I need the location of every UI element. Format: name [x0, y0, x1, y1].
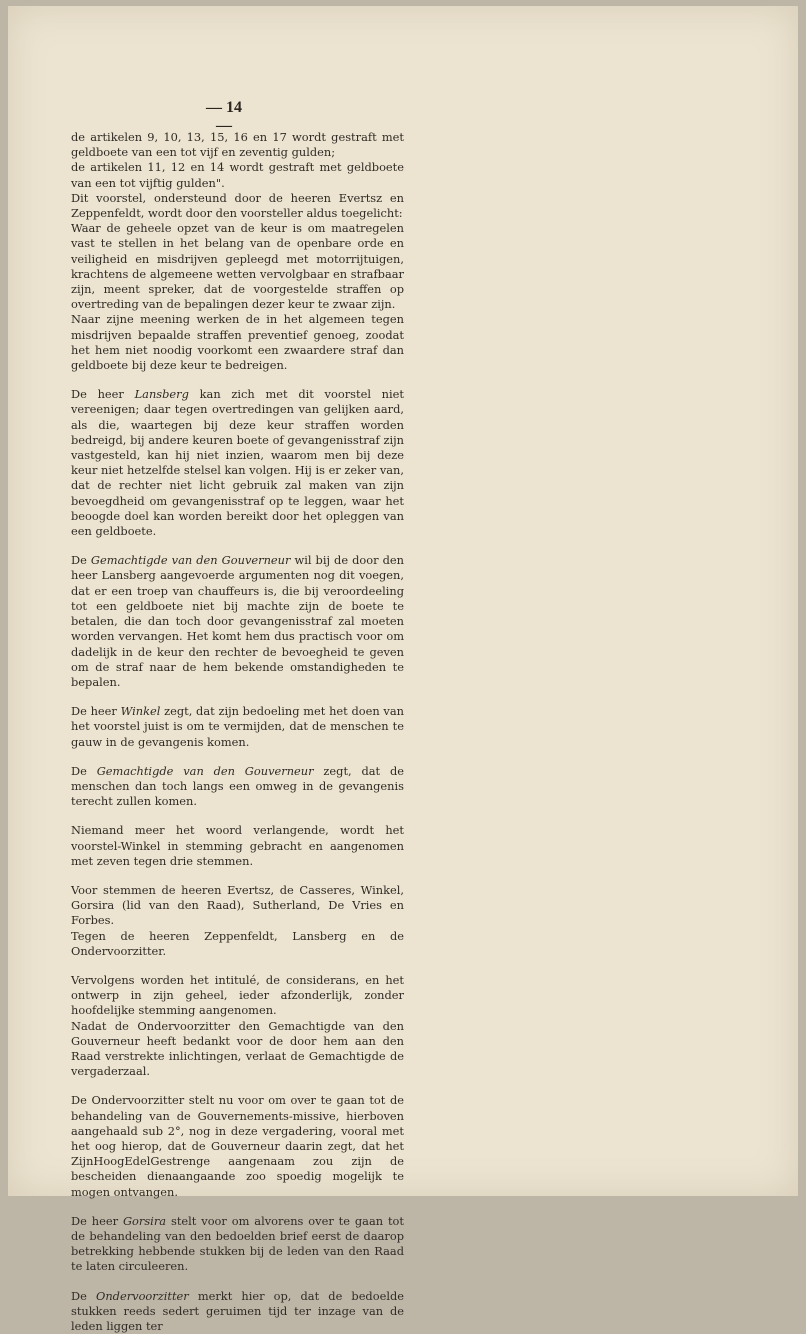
paragraph-11: Voor stemmen de heeren Evertsz, de Casseres, Winkel, Gorsira (lid van den Raad), Sutherland, De Vries en Forbes.	[71, 882, 404, 928]
paragraph-14: Nadat de Ondervoorzitter den Gemachtigde van den Gouverneur heeft bedankt voor de door hem aan den Raad verstrekte inlichtingen, verlaat de Gemachtigde de vergaderzaal.	[71, 1018, 404, 1079]
paragraph-16: De heer Gorsira stelt voor om alvorens over te gaan tot de behandeling van den bedoelden brief eerst de daarop betrekking hebbende stukken bij de leden van den Raad te laten circuleeren.	[71, 1213, 404, 1274]
paragraph-12: Tegen de heeren Zeppenfeldt, Lansberg en de Ondervoorzitter.	[71, 928, 404, 958]
paragraph-2: de artikelen 11, 12 en 14 wordt gestraft met geldboete van een tot vijftig gulden".	[71, 160, 404, 190]
paragraph-7: De Gemachtigde van den Gouverneur wil bij de door den heer Lansberg aangevoerde argumenten nog dit voegen, dat er een troep van chauffeurs is, die bij veroordeeling tot een geldboete niet bij machte zijn de boete te betalen, die dan toch door gevangenisstraf zal moeten worden vervangen. Het komt hem dus practisch voor om dadelijk in de keur den rechter de bevoegheid te geven om de straf naar de hem bekende omstandigheden te bepalen.	[71, 553, 404, 689]
paragraph-4: Waar de geheele opzet van de keur is om maatregelen vast te stellen in het belang van de openbare orde en veiligheid en misdrijven gepleegd met motorrijtuigen, krachtens de algemeene wetten vervolgbaar en strafbaar zijn, meent spreker, dat de voorgestelde straffen op overtreding van de bepalingen dezer keur te zwaar zijn.	[71, 221, 404, 312]
speaker-name: Lansberg	[134, 387, 189, 402]
speaker-name: Winkel	[120, 704, 161, 719]
paragraph-10: Niemand meer het woord verlangende, wordt het voorstel-Winkel in stemming gebracht en aangenomen met zeven tegen drie stemmen.	[71, 823, 404, 868]
paragraph-17: De Ondervoorzitter merkt hier op, dat de bedoelde stukken reeds sedert geruimen tijd ter inzage van de leden liggen ter	[71, 1288, 405, 1334]
speaker-name: Gorsira	[122, 1213, 167, 1228]
paragraph-15: De Ondervoorzitter stelt nu voor om over te gaan tot de behandeling van de Gouvernements-missive, hierboven aangehaald sub 2°, nog in deze vergadering, vooral met het oog hierop, dat de Gouverneur daarin zegt, dat het ZijnHoogEdelGestrenge aangenaam zou zijn de bescheiden dienaangaande zoo spoedig mogelijk te mogen ontvangen.	[71, 1093, 404, 1199]
paragraph-9: De Gemachtigde van den Gouverneur zegt, dat de menschen dan toch langs een omweg in de gevangenis terecht zullen komen.	[71, 763, 404, 809]
paragraph-6: De heer Lansberg kan zich met dit voorstel niet vereenigen; daar tegen overtredingen van gelijken aard, als die, waartegen bij deze keur straffen worden bedreigd, bij andere keuren boete of gevangenisstraf zijn vastgesteld, kan hij niet inzien, waarom men bij deze keur niet hetzelfde stelsel kan volgen. Hij is er zeker van, dat de rechter niet licht gebruik zal maken van zijn bevoegdheid om gevangenisstraf op te leggen, waar het beoogde doel kan worden bereikt door het opleggen van een geldboete.	[71, 387, 405, 539]
speaker-name: Gemachtigde van den Gouverneur	[96, 763, 314, 778]
paragraph-13: Vervolgens worden het intitulé, de considerans, en het ontwerp in zijn geheel, ieder afzonderlijk, zonder hoofdelijke stemming aangenomen.	[71, 972, 404, 1018]
document-page	[8, 6, 798, 1334]
paragraph-8: De heer Winkel zegt, dat zijn bedoeling met het doen van het voorstel juist is om te vermijden, dat de menschen te gauw in de gevangenis komen.	[71, 704, 404, 749]
paragraph-3: Dit voorstel, ondersteund door de heeren Evertsz en Zeppenfeldt, wordt door den voorsteller aldus toegelicht:	[71, 190, 404, 221]
speaker-name: Gemachtigde van den Gouverneur	[90, 553, 291, 568]
speaker-name: Ondervoorzitter	[95, 1288, 189, 1303]
paragraph-5: Naar zijne meening werken de in het algemeen tegen misdrijven bepaalde straffen preventief genoeg, zoodat het hem niet noodig voorkomt een zwaardere straf dan geldboete bij deze keur te bedreigen.	[71, 312, 404, 373]
page-number: — 14 —	[206, 99, 242, 134]
text-column	[71, 130, 404, 1334]
paragraph-1: de artikelen 9, 10, 13, 15, 16 en 17 wordt gestraft met geldboete van een tot vijf en zeventig gulden;	[71, 130, 404, 160]
